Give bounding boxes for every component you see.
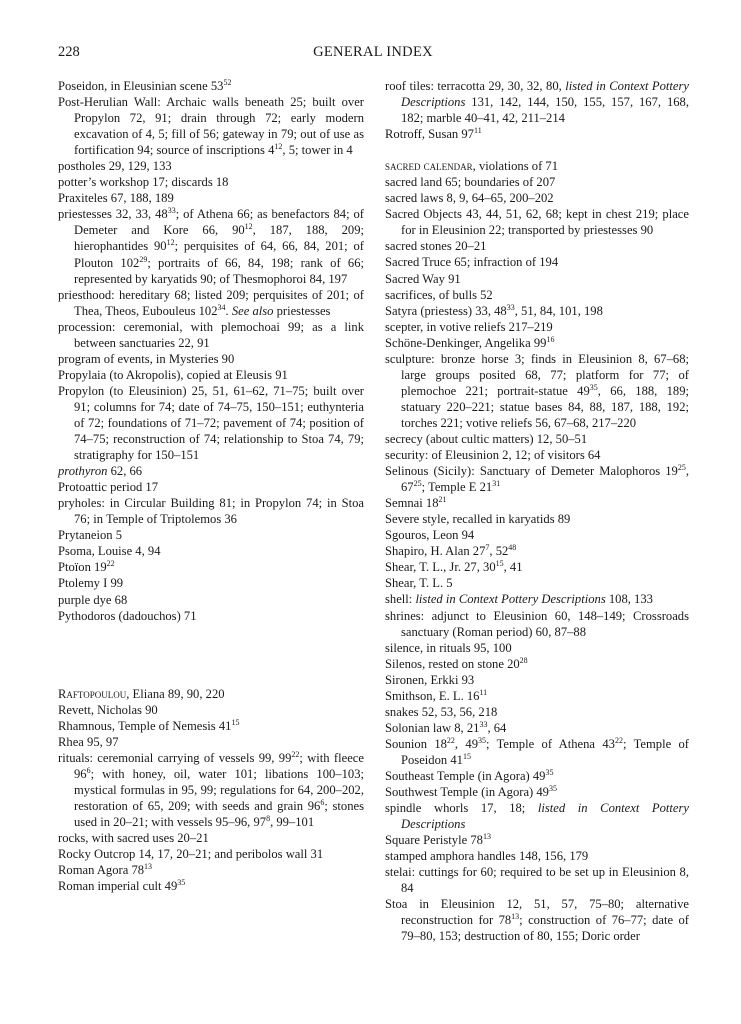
index-entry: Stoa in Eleusinion 12, 51, 57, 75–80; alternative reconstruction for $78^{13}$; construction of 76–77; date of 79–80, 153; destruction of 80, 155; Doric order [385,897,689,944]
index-entry: Sacred Objects 43, 44, 51, 62, 68; kept in chest 219; place for in Eleusinion 22; transported by priestesses 90 [385,207,689,238]
index-column-right [385,78,689,944]
index-entry: Ptoïon $19^{22}$ [58,559,115,575]
page-number: 228 [58,44,80,60]
index-column-left [58,78,364,894]
index-entry: Ptolemy I 99 [58,576,124,591]
index-entry: spindle whorls 17, 18; listed in Context Pottery Descriptions [385,801,690,832]
index-entry: Shear, T. L., Jr. 27, $30^{15}$, 41 [385,559,523,575]
index-entry: Protoattic period 17 [58,480,159,495]
index-entry: priesthood: hereditary 68; listed 209; perquisites of 201; of Thea, Theos, Eubouleus $102^{34}$. See also priestesses [58,287,364,318]
index-entry: Sounion $18^{22}$, $49^{35}$; Temple of Athena $43^{22}$; Temple of Poseidon $41^{15}$ [385,735,689,767]
index-entry: Praxiteles 67, 188, 189 [58,191,174,206]
index-entry: Selinous (Sicily): Sanctuary of Demeter Malophoros $19^{25}$, $67^{25}$; Temple E $21^{31}$ [385,463,689,495]
index-entry: snakes 52, 53, 56, 218 [385,704,498,719]
index-entry: Pythodoros (dadouchos) 71 [58,608,197,623]
index-entry: sacred laws 8, 9, 64–65, 200–202 [385,191,554,206]
index-entry: priestesses 32, 33, $48^{33}$; of Athena 66; as benefactors 84; of Demeter and Kore 66, $90^{12}$, 187, 188, 209; hierophantides $90^{12}$; perquisites of 64, 66, 84, 201; of Plouton $102^{29}$; portraits of 66, 84, 198; rank of 66; represented by karyatids 90; of Thesmophoroi 84, 197 [58,206,365,286]
index-entry: program of events, in Mysteries 90 [58,351,235,366]
index-entry: secrecy (about cultic matters) 12, 50–51 [385,431,588,446]
index-entry: Rocky Outcrop 14, 17, 20–21; and peribolos wall 31 [58,847,324,862]
index-entry: Southeast Temple (in Agora) $49^{35}$ [385,767,554,783]
index-entry: security: of Eleusinion 2, 12; of visitors 64 [385,448,601,463]
index-entry: stelai: cuttings for 60; required to be set up in Eleusinion 8, 84 [385,865,689,896]
index-entry: Post-Herulian Wall: Archaic walls beneath 25; built over Propylon 72, 91; drain through 72; early modern excavation of 4, 5; fill of 56; gateway in 79; out of use as fortification 94; source of inscriptions $4^{12}$, 5; tower in 4 [58,95,364,158]
index-entry: roof tiles: terracotta 29, 30, 32, 80, listed in Context Pottery Descriptions 131, 142, 144, 150, 155, 157, 167, 168, 182; marble 40–41, 42, 211–214 [385,79,689,126]
index-entry: Rhea 95, 97 [58,734,119,749]
section-gap [58,624,364,686]
index-entry: Shear, T. L. 5 [385,576,453,591]
section-gap [385,142,689,158]
index-entry: Shapiro, H. Alan $27^7$, $52^{48}$ [385,543,517,559]
index-entry: Semnai $18^{21}$ [385,495,447,511]
index-entry: shell: listed in Context Pottery Descriptions 108, 133 [385,592,653,607]
index-entry: Sironen, Erkki 93 [385,672,475,687]
index-entry: Southwest Temple (in Agora) $49^{35}$ [385,784,557,800]
index-entry: Propylon (to Eleusinion) 25, 51, 61–62, 71–75; built over 91; columns for 74; date of 74–75, 150–151; euthynteria of 72; foundations of 71–72; pavement of 74; position of 74–75; reconstruction of 74; relationship to Stoa 74, 79; stratigraphy for 150–151 [58,383,364,463]
index-entry: postholes 29, 129, 133 [58,159,172,174]
index-entry: Revett, Nicholas 90 [58,702,158,717]
index-entry: Solonian law 8, $21^{33}$, 64 [385,719,507,735]
index-entry: Prytaneion 5 [58,528,123,543]
index-entry: sacred land 65; boundaries of 207 [385,175,556,190]
index-entry: silence, in rituals 95, 100 [385,640,512,655]
index-entry: sacrifices, of bulls 52 [385,287,493,302]
index-entry: scepter, in votive reliefs 217–219 [385,319,553,334]
index-entry: shrines: adjunct to Eleusinion 60, 148–149; Crossroads sanctuary (Roman period) 60, 87–88 [385,608,689,639]
index-entry: Raftopoulou, Eliana 89, 90, 220 [58,686,225,701]
index-entry: purple dye 68 [58,592,128,607]
index-entry: Smithson, E. L. $16^{11}$ [385,687,488,703]
index-entry: prothyron 62, 66 [58,464,143,479]
index-entry: rocks, with sacred uses 20–21 [58,831,209,846]
index-entry: Roman imperial cult $49^{35}$ [58,878,186,894]
index-entry: sacred stones 20–21 [385,239,487,254]
index-entry: Satyra (priestess) 33, $48^{33}$, 51, 84, 101, 198 [385,302,603,318]
index-entry: Rhamnous, Temple of Nemesis $41^{15}$ [58,717,240,733]
index-entry: Sacred Way 91 [385,271,461,286]
index-entry: procession: ceremonial, with plemochoai 99; as a link between sanctuaries 22, 91 [58,319,364,350]
running-title: GENERAL INDEX [313,44,433,60]
index-entry: stamped amphora handles 148, 156, 179 [385,849,589,864]
index-entry: Propylaia (to Akropolis), copied at Eleusis 91 [58,367,288,382]
index-entry: sculpture: bronze horse 3; finds in Eleusinion 8, 67–68; large groups posited 68, 77; platform for 77; of plemochoe 221; portrait-statue $49^{35}$, 66, 188, 189; statuary 220–221; statue bases 84, 88, 187, 188, 192; torches 221; votive reliefs 56, 67–68, 217–220 [385,351,689,430]
index-entry: Severe style, recalled in karyatids 89 [385,512,571,527]
page-header [58,44,688,64]
index-entry: pryholes: in Circular Building 81; in Propylon 74; in Stoa 76; in Temple of Triptolemos 36 [58,496,364,527]
index-entry: Roman Agora $78^{13}$ [58,862,153,878]
index-entry: Psoma, Louise 4, 94 [58,544,161,559]
index-entry: Square Peristyle $78^{13}$ [385,832,491,848]
index-entry: sacred calendar, violations of 71 [385,159,559,174]
index-entry: Sgouros, Leon 94 [385,528,475,543]
index-entry: Silenos, rested on stone $20^{28}$ [385,655,528,671]
index-entry: Rotroff, Susan $97^{11}$ [385,126,482,142]
index-entry: Sacred Truce 65; infraction of 194 [385,255,559,270]
index-entry: potter’s workshop 17; discards 18 [58,175,229,190]
index-entry: rituals: ceremonial carrying of vessels 99, $99^{22}$; with fleece $96^6$; with honey, oil, water 101; libations 100–103; mystical formulas in 95, 99; regulations for 64, 200–202, restoration of 65, 209; with seeds and grain $96^6$; stones used in 20–21; with vessels 95–96, $97^8$, 99–101 [58,749,364,829]
index-entry: Poseidon, in Eleusinian scene $53^{52}$ [58,78,232,93]
index-entry: Schöne-Denkinger, Angelika $99^{16}$ [385,334,555,350]
